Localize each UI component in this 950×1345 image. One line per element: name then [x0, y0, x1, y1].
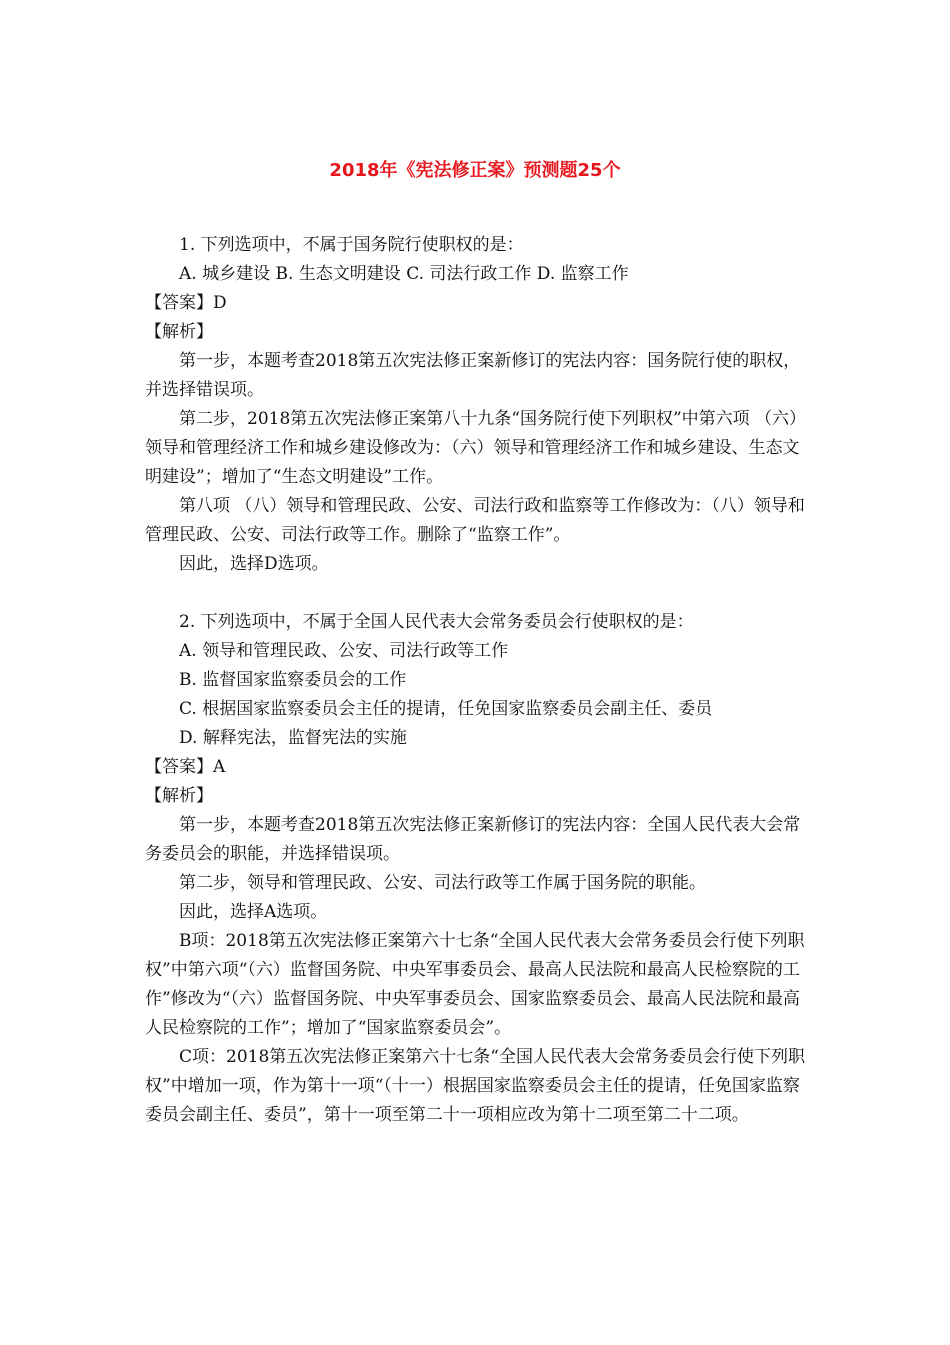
q2-stem: 2. 下列选项中，不属于全国人民代表大会常务委员会行使职权的是：: [179, 612, 694, 632]
q1-step1: 第一步，本题考查2018第五次宪法修正案新修订的宪法内容：国务院行使的职权，并选择错误项。: [145, 351, 801, 400]
q2-option-c: C. 根据国家监察委员会主任的提请，任免国家监察委员会副主任、委员: [179, 699, 713, 719]
question-spacer: [145, 579, 811, 608]
q2-option-d: D. 解释宪法，监督宪法的实施: [179, 728, 407, 748]
q2-analysis-label: 【解析】: [145, 786, 213, 806]
q1-analysis-label: 【解析】: [145, 322, 213, 342]
q2-option-a: A. 领导和管理民政、公安、司法行政等工作: [179, 641, 509, 661]
q2-answer: 【答案】A: [145, 757, 226, 777]
q2-step1: 第一步，本题考查2018第五次宪法修正案新修订的宪法内容：全国人民代表大会常务委员会的职能，并选择错误项。: [145, 815, 801, 864]
q2-b-note: B项：2018第五次宪法修正案第六十七条“全国人民代表大会常务委员会行使下列职权”中第六项“（六）监督国务院、中央军事委员会、最高人民法院和最高人民检察院的工作”修改为“（六）监督国务院、中央军事委员会、国家监察委员会、最高人民法院和最高人民检察院的工作”；增加了“国家监察委员会”。: [145, 931, 805, 1038]
document-title: 2018年《宪法修正案》预测题25个: [329, 160, 621, 181]
q1-step2: 第二步，2018第五次宪法修正案第八十九条“国务院行使下列职权”中第六项 （六）领导和管理经济工作和城乡建设修改为：（六）领导和管理经济工作和城乡建设、生态文明建设”；增加了“生态文明建设”工作。: [145, 409, 807, 487]
q2-conclusion: 因此，选择A选项。: [179, 902, 328, 922]
document-body: [145, 231, 811, 1130]
q2-option-b: B. 监督国家监察委员会的工作: [179, 670, 407, 690]
q1-item8: 第八项 （八）领导和管理民政、公安、司法行政和监察等工作修改为：（八）领导和管理民政、公安、司法行政等工作。删除了“监察工作”。: [145, 496, 805, 545]
q1-answer: 【答案】D: [145, 293, 227, 313]
q1-options: A. 城乡建设 B. 生态文明建设 C. 司法行政工作 D. 监察工作: [179, 264, 629, 284]
q1-conclusion: 因此，选择D选项。: [179, 554, 329, 574]
q2-c-note: C项：2018第五次宪法修正案第六十七条“全国人民代表大会常务委员会行使下列职权”中增加一项，作为第十一项“（十一）根据国家监察委员会主任的提请，任免国家监察委员会副主任、委员”，第十一项至第二十一项相应改为第十二项至第二十二项。: [145, 1047, 805, 1125]
q1-stem: 1. 下列选项中，不属于国务院行使职权的是：: [179, 235, 524, 255]
q2-step2: 第二步，领导和管理民政、公安、司法行政等工作属于国务院的职能。: [179, 873, 706, 893]
